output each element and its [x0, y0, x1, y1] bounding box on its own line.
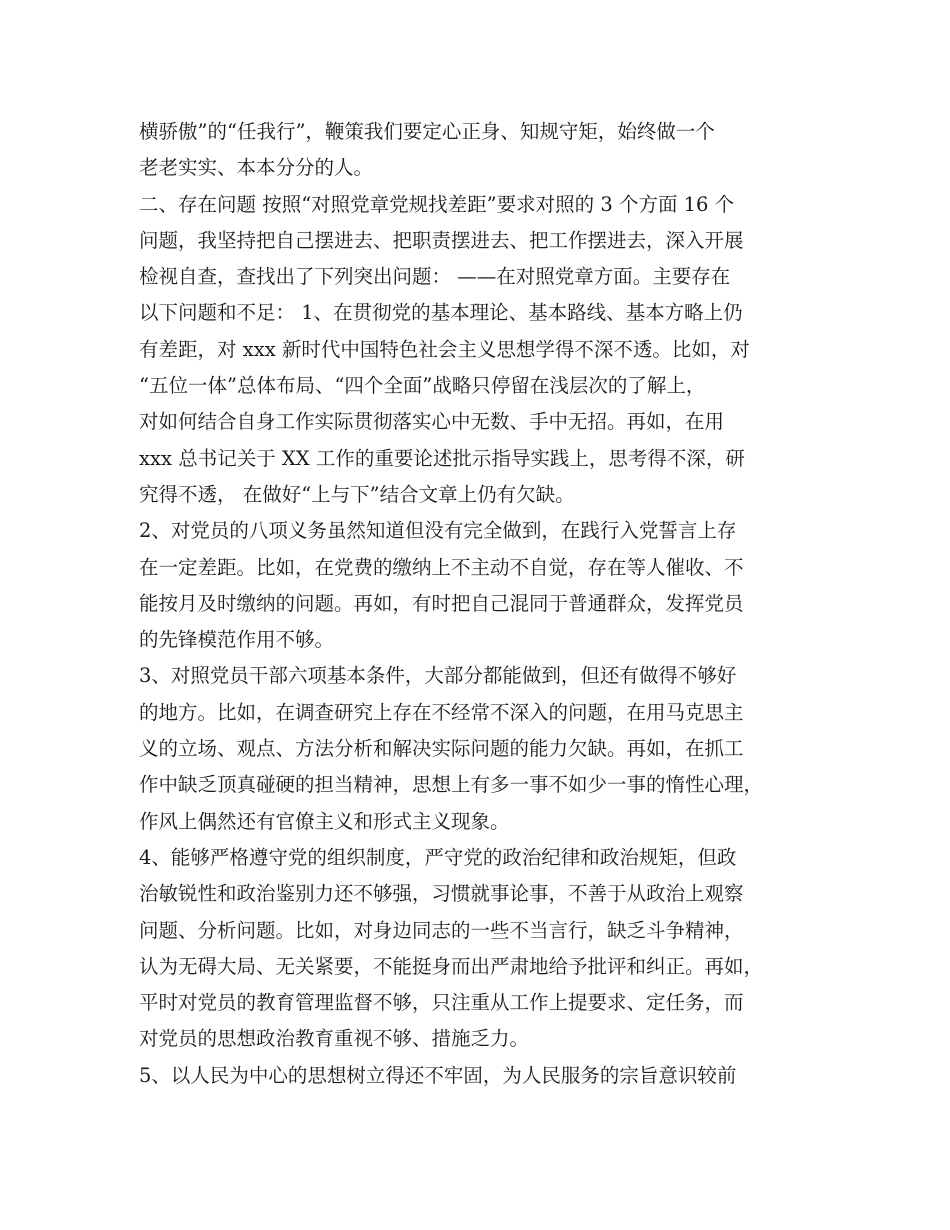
text-line-2: 老老实实、本本分分的人。: [139, 156, 374, 180]
text-line-12: 2、对党员的八项义务虽然知道但没有完全做到，在践行入党誓言上存: [139, 519, 737, 543]
text-line-15: 的先锋模范作用不够。: [139, 628, 335, 652]
text-line-26: 对党员的思想政治教育重视不够、措施乏力。: [139, 1027, 530, 1051]
text-line-17: 的地方。比如，在调查研究上存在不经常不深入的问题，在用马克思主: [139, 700, 744, 724]
text-line-23: 问题、分析问题。比如，对身边同志的一些不当言行，缺乏斗争精神，: [139, 918, 744, 942]
text-line-20: 作风上偶然还有官僚主义和形式主义现象。: [139, 809, 510, 833]
text-line-25: 平时对党员的教育管理监督不够，只注重从工作上提要求、定任务，而: [139, 991, 744, 1015]
text-line-3: 二、存在问题 按照“对照党章党规找差距”要求对照的 3 个方面 16 个: [139, 192, 735, 216]
text-line-19: 作中缺乏顶真碰硬的担当精神，思想上有多一事不如少一事的惰性心理，: [139, 773, 764, 797]
text-line-5: 检视自查，查找出了下列突出问题： ——在对照党章方面。主要存在: [139, 265, 731, 289]
text-line-18: 义的立场、观点、方法分析和解决实际问题的能力欠缺。再如，在抓工: [139, 737, 744, 761]
text-line-10: xxx 总书记关于 XX 工作的重要论述批示指导实践上，思考得不深，研: [139, 446, 745, 470]
text-line-4: 问题，我坚持把自己摆进去、把职责摆进去、把工作摆进去，深入开展: [139, 228, 744, 252]
text-line-24: 认为无碍大局、无关紧要，不能挺身而出严肃地给予批评和纠正。再如，: [139, 954, 764, 978]
text-line-27: 5、以人民为中心的思想树立得还不牢固，为人民服务的宗旨意识较前: [139, 1063, 737, 1087]
text-line-13: 在一定差距。比如，在党费的缴纳上不主动不自觉，存在等人催收、不: [139, 555, 744, 579]
text-line-21: 4、能够严格遵守党的组织制度，严守党的政治纪律和政治规矩，但政: [139, 845, 737, 869]
text-line-8: “五位一体”总体布局、“四个全面”战略只停留在浅层次的了解上，: [139, 374, 706, 398]
text-line-7: 有差距，对 xxx 新时代中国特色社会主义思想学得不深不透。比如，对: [139, 337, 750, 361]
text-line-22: 治敏锐性和政治鉴别力还不够强，习惯就事论事，不善于从政治上观察: [139, 882, 744, 906]
text-line-9: 对如何结合自身工作实际贯彻落实心中无数、手中无招。再如，在用: [139, 410, 725, 434]
text-line-16: 3、对照党员干部六项基本条件，大部分都能做到，但还有做得不够好: [139, 664, 737, 688]
text-line-6: 以下问题和不足： 1、在贯彻党的基本理论、基本路线、基本方略上仍: [139, 301, 743, 325]
text-line-11: 究得不透， 在做好“上与下”结合文章上仍有欠缺。: [139, 482, 575, 506]
text-line-1: 横骄傲”的“任我行”，鞭策我们要定心正身、知规守矩，始终做一个: [139, 120, 715, 143]
document-body: [139, 114, 819, 1094]
text-line-14: 能按月及时缴纳的问题。再如，有时把自己混同于普通群众，发挥党员: [139, 591, 744, 615]
